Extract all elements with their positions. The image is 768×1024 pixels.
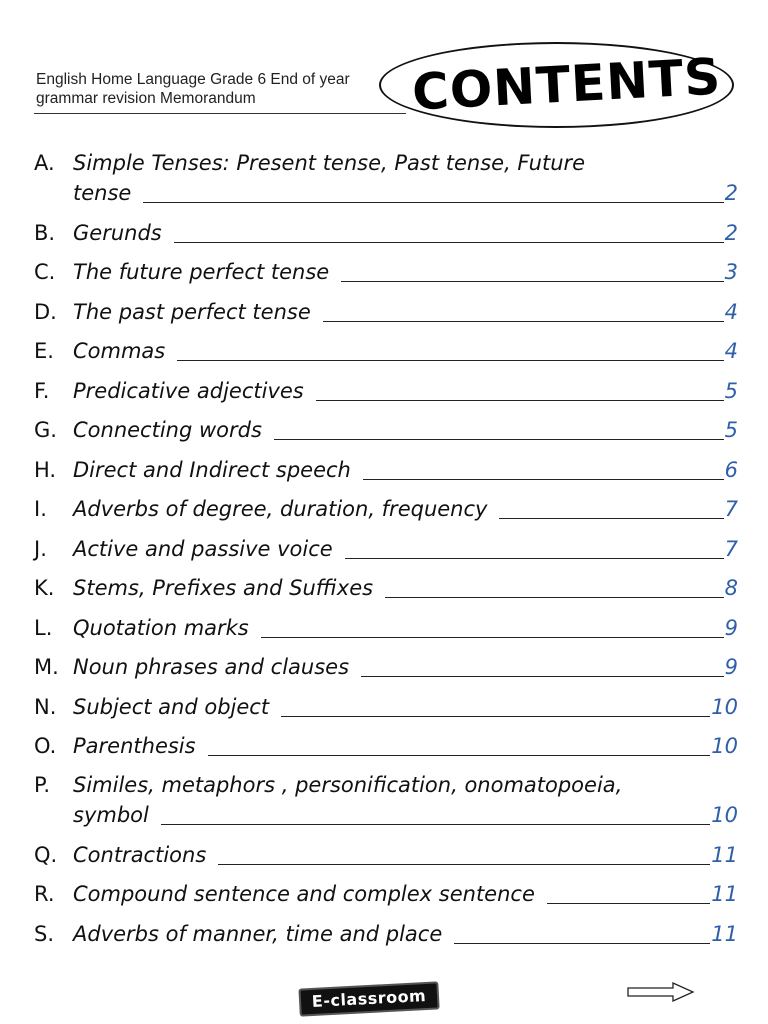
toc-row[interactable] <box>0 573 768 603</box>
toc-title: Subject and object <box>73 695 270 719</box>
toc-leader-line <box>341 281 723 282</box>
toc-row[interactable] <box>0 297 768 327</box>
toc-letter: D. <box>34 300 57 324</box>
toc-leader-line <box>174 242 724 243</box>
toc-title-continuation: symbol <box>73 803 149 827</box>
toc-page-number: 5 <box>724 379 738 403</box>
toc-letter: F. <box>34 379 50 403</box>
toc-letter: M. <box>34 655 59 679</box>
toc-row[interactable] <box>0 879 768 909</box>
toc-title: Stems, Prefixes and Suffixes <box>73 576 374 600</box>
toc-letter: N. <box>34 695 57 719</box>
header-line-2: grammar revision Memorandum <box>36 90 256 107</box>
toc-row[interactable] <box>0 455 768 485</box>
toc-page-number: 3 <box>724 260 738 284</box>
toc-row[interactable] <box>0 151 768 208</box>
toc-row[interactable] <box>0 919 768 949</box>
toc-title: Adverbs of degree, duration, frequency <box>73 497 488 521</box>
toc-page-number: 11 <box>711 843 738 867</box>
toc-page-number: 5 <box>724 418 738 442</box>
toc-letter: K. <box>34 576 55 600</box>
toc-title: Contractions <box>73 843 207 867</box>
toc-row[interactable] <box>0 257 768 287</box>
toc-page-number: 2 <box>724 221 738 245</box>
toc-letter: C. <box>34 260 56 284</box>
toc-leader-line <box>499 518 723 519</box>
toc-title: Direct and Indirect speech <box>73 458 351 482</box>
toc-title: Commas <box>73 339 166 363</box>
toc-leader-line <box>274 439 724 440</box>
toc-title: Simple Tenses: Present tense, Past tense, Future <box>73 151 586 175</box>
toc-row[interactable] <box>0 613 768 643</box>
header-divider <box>34 113 406 114</box>
toc-leader-line <box>363 479 724 480</box>
toc-leader-line <box>323 321 724 322</box>
document-header <box>36 70 396 108</box>
toc-page-number: 9 <box>724 616 738 640</box>
logo-text: E-classroom <box>298 981 439 1016</box>
toc-letter: S. <box>34 922 55 946</box>
toc-title: Parenthesis <box>73 734 196 758</box>
toc-row[interactable] <box>0 494 768 524</box>
toc-page-number: 10 <box>711 734 738 758</box>
toc-letter: J. <box>34 537 47 561</box>
toc-letter: O. <box>34 734 57 758</box>
toc-page-number: 2 <box>724 181 738 205</box>
toc-page-number: 11 <box>711 922 738 946</box>
toc-leader-line <box>208 755 711 756</box>
toc-page-number: 11 <box>711 882 738 906</box>
toc-title: The future perfect tense <box>73 260 330 284</box>
toc-title: Noun phrases and clauses <box>73 655 350 679</box>
toc-title: Predicative adjectives <box>73 379 304 403</box>
toc-page-number: 4 <box>724 300 738 324</box>
toc-title: Compound sentence and complex sentence <box>73 882 535 906</box>
toc-title: Connecting words <box>73 418 262 442</box>
e-classroom-logo <box>298 979 439 1016</box>
toc-row[interactable] <box>0 692 768 722</box>
toc-row[interactable] <box>0 652 768 682</box>
toc-leader-line <box>454 943 710 944</box>
toc-letter: E. <box>34 339 54 363</box>
toc-row[interactable] <box>0 773 768 830</box>
toc-letter: R. <box>34 882 55 906</box>
toc-row[interactable] <box>0 376 768 406</box>
toc-leader-line <box>261 637 724 638</box>
toc-letter: H. <box>34 458 57 482</box>
toc-row[interactable] <box>0 218 768 248</box>
toc-letter: I. <box>34 497 47 521</box>
toc-title-continuation: tense <box>73 181 132 205</box>
toc-page-number: 8 <box>724 576 738 600</box>
toc-row[interactable] <box>0 840 768 870</box>
toc-page-number: 10 <box>711 695 738 719</box>
toc-leader-line <box>161 824 710 825</box>
contents-title: CONTENTS <box>410 47 723 122</box>
toc-leader-line <box>385 597 724 598</box>
toc-title: Adverbs of manner, time and place <box>73 922 443 946</box>
toc-page-number: 7 <box>724 497 738 521</box>
toc-page-number: 9 <box>724 655 738 679</box>
toc-leader-line <box>316 400 724 401</box>
toc-title: Similes, metaphors , personification, onomatopoeia, <box>73 773 623 797</box>
toc-title: Quotation marks <box>73 616 249 640</box>
right-arrow-icon[interactable] <box>627 982 695 1002</box>
toc-letter: G. <box>34 418 57 442</box>
toc-leader-line <box>281 716 710 717</box>
toc-leader-line <box>177 360 723 361</box>
header-line-1: English Home Language Grade 6 End of year <box>36 71 350 88</box>
toc-leader-line <box>361 676 724 677</box>
toc-letter: L. <box>34 616 53 640</box>
toc-leader-line <box>345 558 724 559</box>
toc-letter: Q. <box>34 843 58 867</box>
toc-letter: A. <box>34 151 55 175</box>
toc-page-number: 6 <box>724 458 738 482</box>
toc-row[interactable] <box>0 415 768 445</box>
toc-title: Gerunds <box>73 221 162 245</box>
toc-row[interactable] <box>0 534 768 564</box>
toc-row[interactable] <box>0 336 768 366</box>
toc-row[interactable] <box>0 731 768 761</box>
toc-page-number: 7 <box>724 537 738 561</box>
toc-title: The past perfect tense <box>73 300 311 324</box>
toc-leader-line <box>547 903 710 904</box>
toc-page-number: 4 <box>724 339 738 363</box>
toc-letter: B. <box>34 221 56 245</box>
toc-letter: P. <box>34 773 51 797</box>
toc-leader-line <box>143 202 723 203</box>
toc-page-number: 10 <box>711 803 738 827</box>
toc-title: Active and passive voice <box>73 537 333 561</box>
toc-leader-line <box>218 864 710 865</box>
